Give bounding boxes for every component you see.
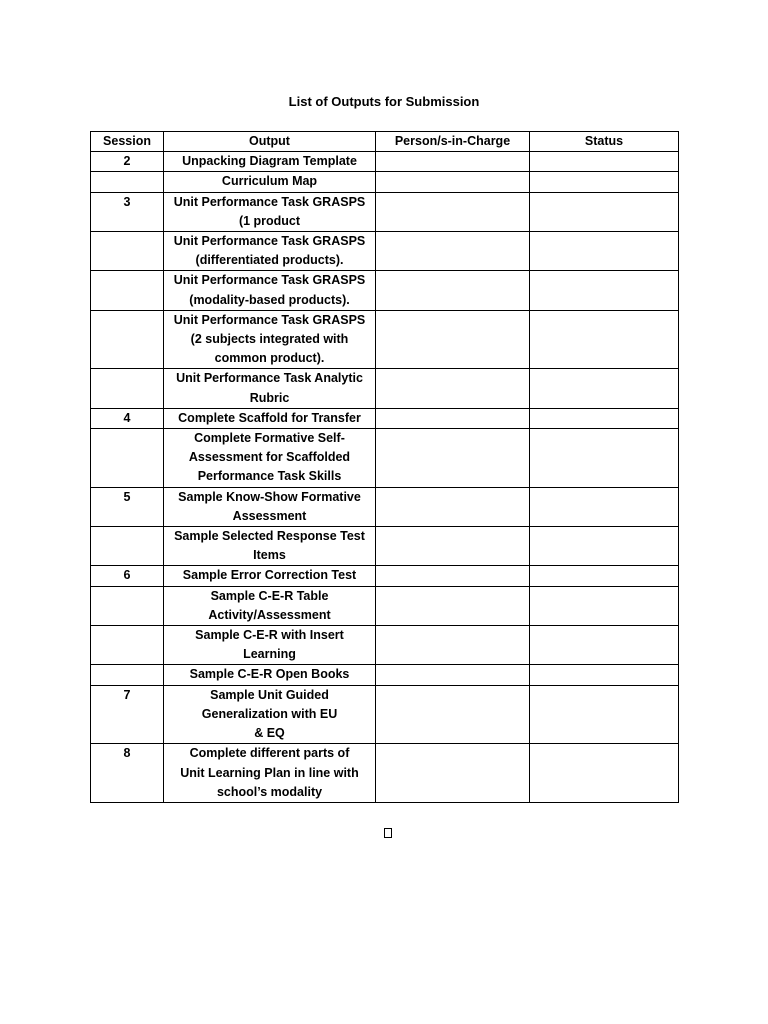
person-in-charge-cell (376, 527, 530, 566)
person-in-charge-cell (376, 369, 530, 408)
placeholder-glyph-icon (384, 828, 392, 838)
status-cell (530, 408, 679, 428)
table-row (91, 626, 679, 665)
output-cell: Unit Performance Task GRASPS (modality-based products). (164, 271, 376, 310)
person-in-charge-cell (376, 232, 530, 271)
person-in-charge-cell (376, 586, 530, 625)
session-cell (91, 310, 164, 369)
status-cell (530, 744, 679, 803)
session-cell (91, 665, 164, 685)
status-cell (530, 665, 679, 685)
table-row (91, 487, 679, 526)
table-row (91, 192, 679, 231)
person-in-charge-cell (376, 566, 530, 586)
output-cell: Sample Know-Show Formative Assessment (164, 487, 376, 526)
person-in-charge-cell (376, 685, 530, 744)
session-cell (91, 586, 164, 625)
output-cell: Unit Performance Task Analytic Rubric (164, 369, 376, 408)
status-cell (530, 429, 679, 488)
status-cell (530, 232, 679, 271)
session-cell (91, 626, 164, 665)
output-cell: Sample Selected Response Test Items (164, 527, 376, 566)
table-row (91, 665, 679, 685)
person-in-charge-cell (376, 626, 530, 665)
output-cell: Curriculum Map (164, 172, 376, 192)
table-row (91, 744, 679, 803)
table-header-row (91, 132, 679, 152)
table-row (91, 271, 679, 310)
session-cell: 4 (91, 408, 164, 428)
person-in-charge-cell (376, 172, 530, 192)
person-in-charge-cell (376, 152, 530, 172)
output-cell: Unpacking Diagram Template (164, 152, 376, 172)
session-cell: 7 (91, 685, 164, 744)
status-cell (530, 566, 679, 586)
session-cell (91, 232, 164, 271)
output-cell: Sample Error Correction Test (164, 566, 376, 586)
table-row (91, 527, 679, 566)
output-cell: Unit Performance Task GRASPS (2 subjects integrated with common product). (164, 310, 376, 369)
header-status: Status (530, 132, 679, 152)
header-person-in-charge: Person/s-in-Charge (376, 132, 530, 152)
status-cell (530, 685, 679, 744)
table-row (91, 310, 679, 369)
person-in-charge-cell (376, 192, 530, 231)
document-title: List of Outputs for Submission (288, 94, 480, 109)
session-cell: 2 (91, 152, 164, 172)
person-in-charge-cell (376, 408, 530, 428)
table-row (91, 408, 679, 428)
status-cell (530, 527, 679, 566)
table-row (91, 232, 679, 271)
output-cell: Complete Formative Self- Assessment for Scaffolded Performance Task Skills (164, 429, 376, 488)
status-cell (530, 152, 679, 172)
header-output: Output (164, 132, 376, 152)
session-cell (91, 172, 164, 192)
table-row (91, 566, 679, 586)
person-in-charge-cell (376, 487, 530, 526)
status-cell (530, 369, 679, 408)
output-cell: Sample C-E-R Table Activity/Assessment (164, 586, 376, 625)
status-cell (530, 172, 679, 192)
output-cell: Sample C-E-R with Insert Learning (164, 626, 376, 665)
session-cell (91, 527, 164, 566)
person-in-charge-cell (376, 310, 530, 369)
status-cell (530, 626, 679, 665)
status-cell (530, 271, 679, 310)
status-cell (530, 310, 679, 369)
output-cell: Unit Performance Task GRASPS (1 product (164, 192, 376, 231)
status-cell (530, 586, 679, 625)
outputs-table (90, 131, 679, 803)
person-in-charge-cell (376, 271, 530, 310)
output-cell: Unit Performance Task GRASPS (differentiated products). (164, 232, 376, 271)
status-cell (530, 192, 679, 231)
person-in-charge-cell (376, 665, 530, 685)
session-cell: 8 (91, 744, 164, 803)
table-row (91, 685, 679, 744)
table-row (91, 586, 679, 625)
output-cell: Sample Unit Guided Generalization with EU & EQ (164, 685, 376, 744)
session-cell (91, 271, 164, 310)
table-row (91, 429, 679, 488)
person-in-charge-cell (376, 744, 530, 803)
session-cell (91, 429, 164, 488)
table-body (91, 152, 679, 803)
session-cell: 5 (91, 487, 164, 526)
table-row (91, 369, 679, 408)
session-cell: 3 (91, 192, 164, 231)
table-row (91, 172, 679, 192)
person-in-charge-cell (376, 429, 530, 488)
output-cell: Complete different parts of Unit Learning Plan in line with school’s modality (164, 744, 376, 803)
output-cell: Sample C-E-R Open Books (164, 665, 376, 685)
output-cell: Complete Scaffold for Transfer (164, 408, 376, 428)
session-cell (91, 369, 164, 408)
status-cell (530, 487, 679, 526)
header-session: Session (91, 132, 164, 152)
session-cell: 6 (91, 566, 164, 586)
table-row (91, 152, 679, 172)
